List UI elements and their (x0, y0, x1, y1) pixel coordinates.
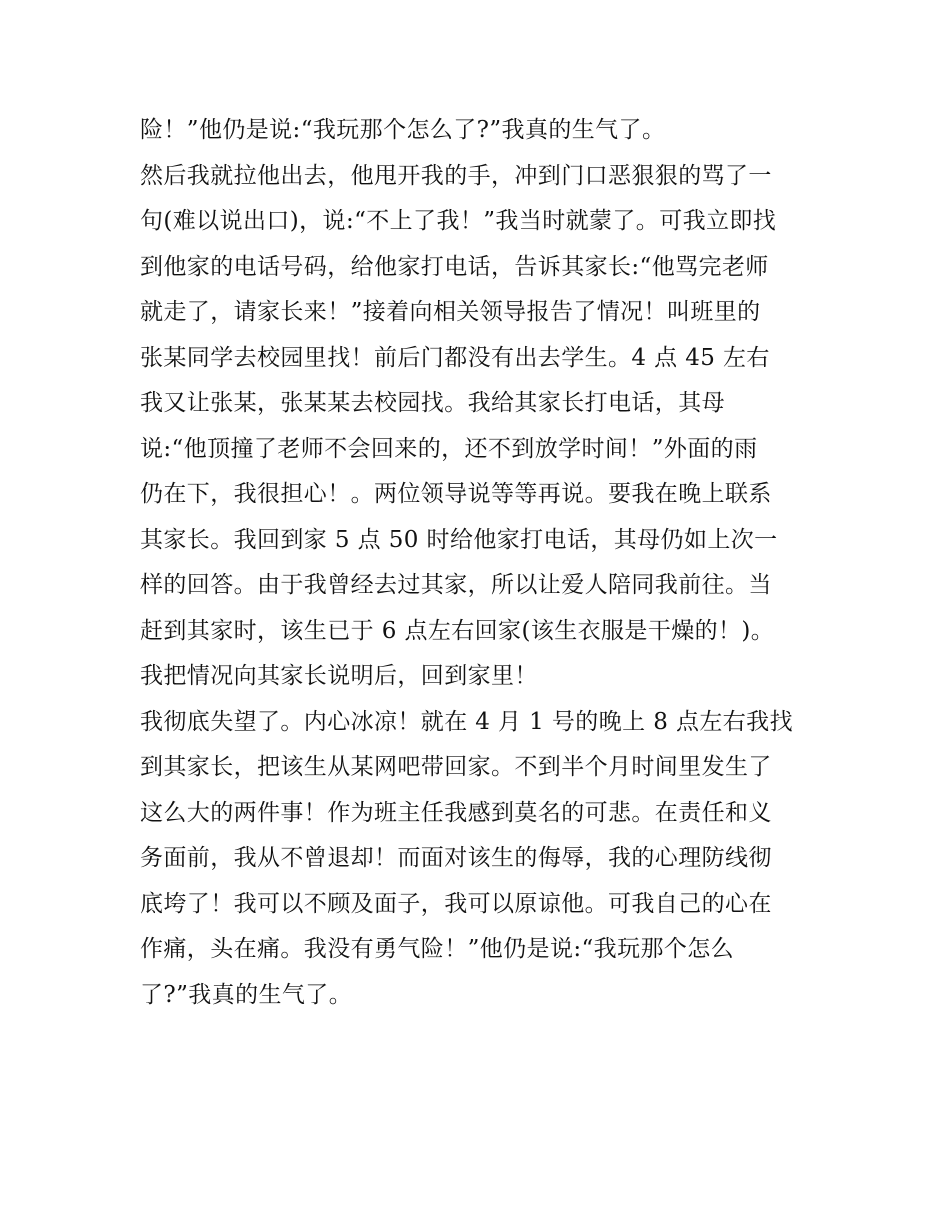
text-line: 到其家长，把该生从某网吧带回家。不到半个月时间里发生了 (140, 754, 772, 780)
text-line: 样的回答。由于我曾经去过其家，所以让爱人陪同我前往。当 (140, 572, 772, 598)
text-line: 了?”我真的生气了。 (140, 981, 353, 1008)
text-line: 然后我就拉他出去，他甩开我的手，冲到门口恶狠狠的骂了一 (140, 162, 772, 189)
text-line: 其家长。我回到家 5 点 50 时给他家打电话，其母仍如上次一 (140, 526, 778, 553)
text-line: 我又让张某，张某某去校园找。我给其家长打电话，其母 (140, 390, 725, 416)
text-line: 就走了，请家长来！”接着向相关领导报告了情况！叫班里的 (140, 299, 761, 325)
text-line: 说:“他顶撞了老师不会回来的，还不到放学时间！”外面的雨 (140, 435, 758, 462)
text-line: 仍在下，我很担心！。两位领导说等等再说。要我在晚上联系 (140, 481, 772, 507)
body-text (140, 108, 820, 1018)
text-line: 我把情况向其家长说明后，回到家里！ (140, 663, 538, 689)
text-line: 到他家的电话号码，给他家打电话，告诉其家长:“他骂完老师 (140, 253, 769, 280)
text-line: 句(难以说出口)，说:“不上了我！”我当时就蒙了。可我立即找 (140, 208, 777, 234)
text-line: 赶到其家时，该生已于 6 点左右回家(该生衣服是干燥的！)。 (140, 617, 775, 644)
text-line: 我彻底失望了。内心冰凉！就在 4 月 1 号的晚上 8 点左右我找 (140, 708, 793, 735)
text-line: 务面前，我从不曾退却！而面对该生的侮辱，我的心理防线彻 (140, 845, 772, 871)
text-line: 底垮了！我可以不顾及面子，我可以原谅他。可我自己的心在 (140, 890, 772, 917)
text-line: 这么大的两件事！作为班主任我感到莫名的可悲。在责任和义 (140, 799, 772, 826)
text-line: 张某同学去校园里找！前后门都没有出去学生。4 点 45 左右 (140, 344, 770, 371)
text-line: 作痛，头在痛。我没有勇气险！”他仍是说:“我玩那个怎么 (140, 936, 735, 962)
text-line: 险！”他仍是说:“我玩那个怎么了?”我真的生气了。 (140, 117, 666, 143)
